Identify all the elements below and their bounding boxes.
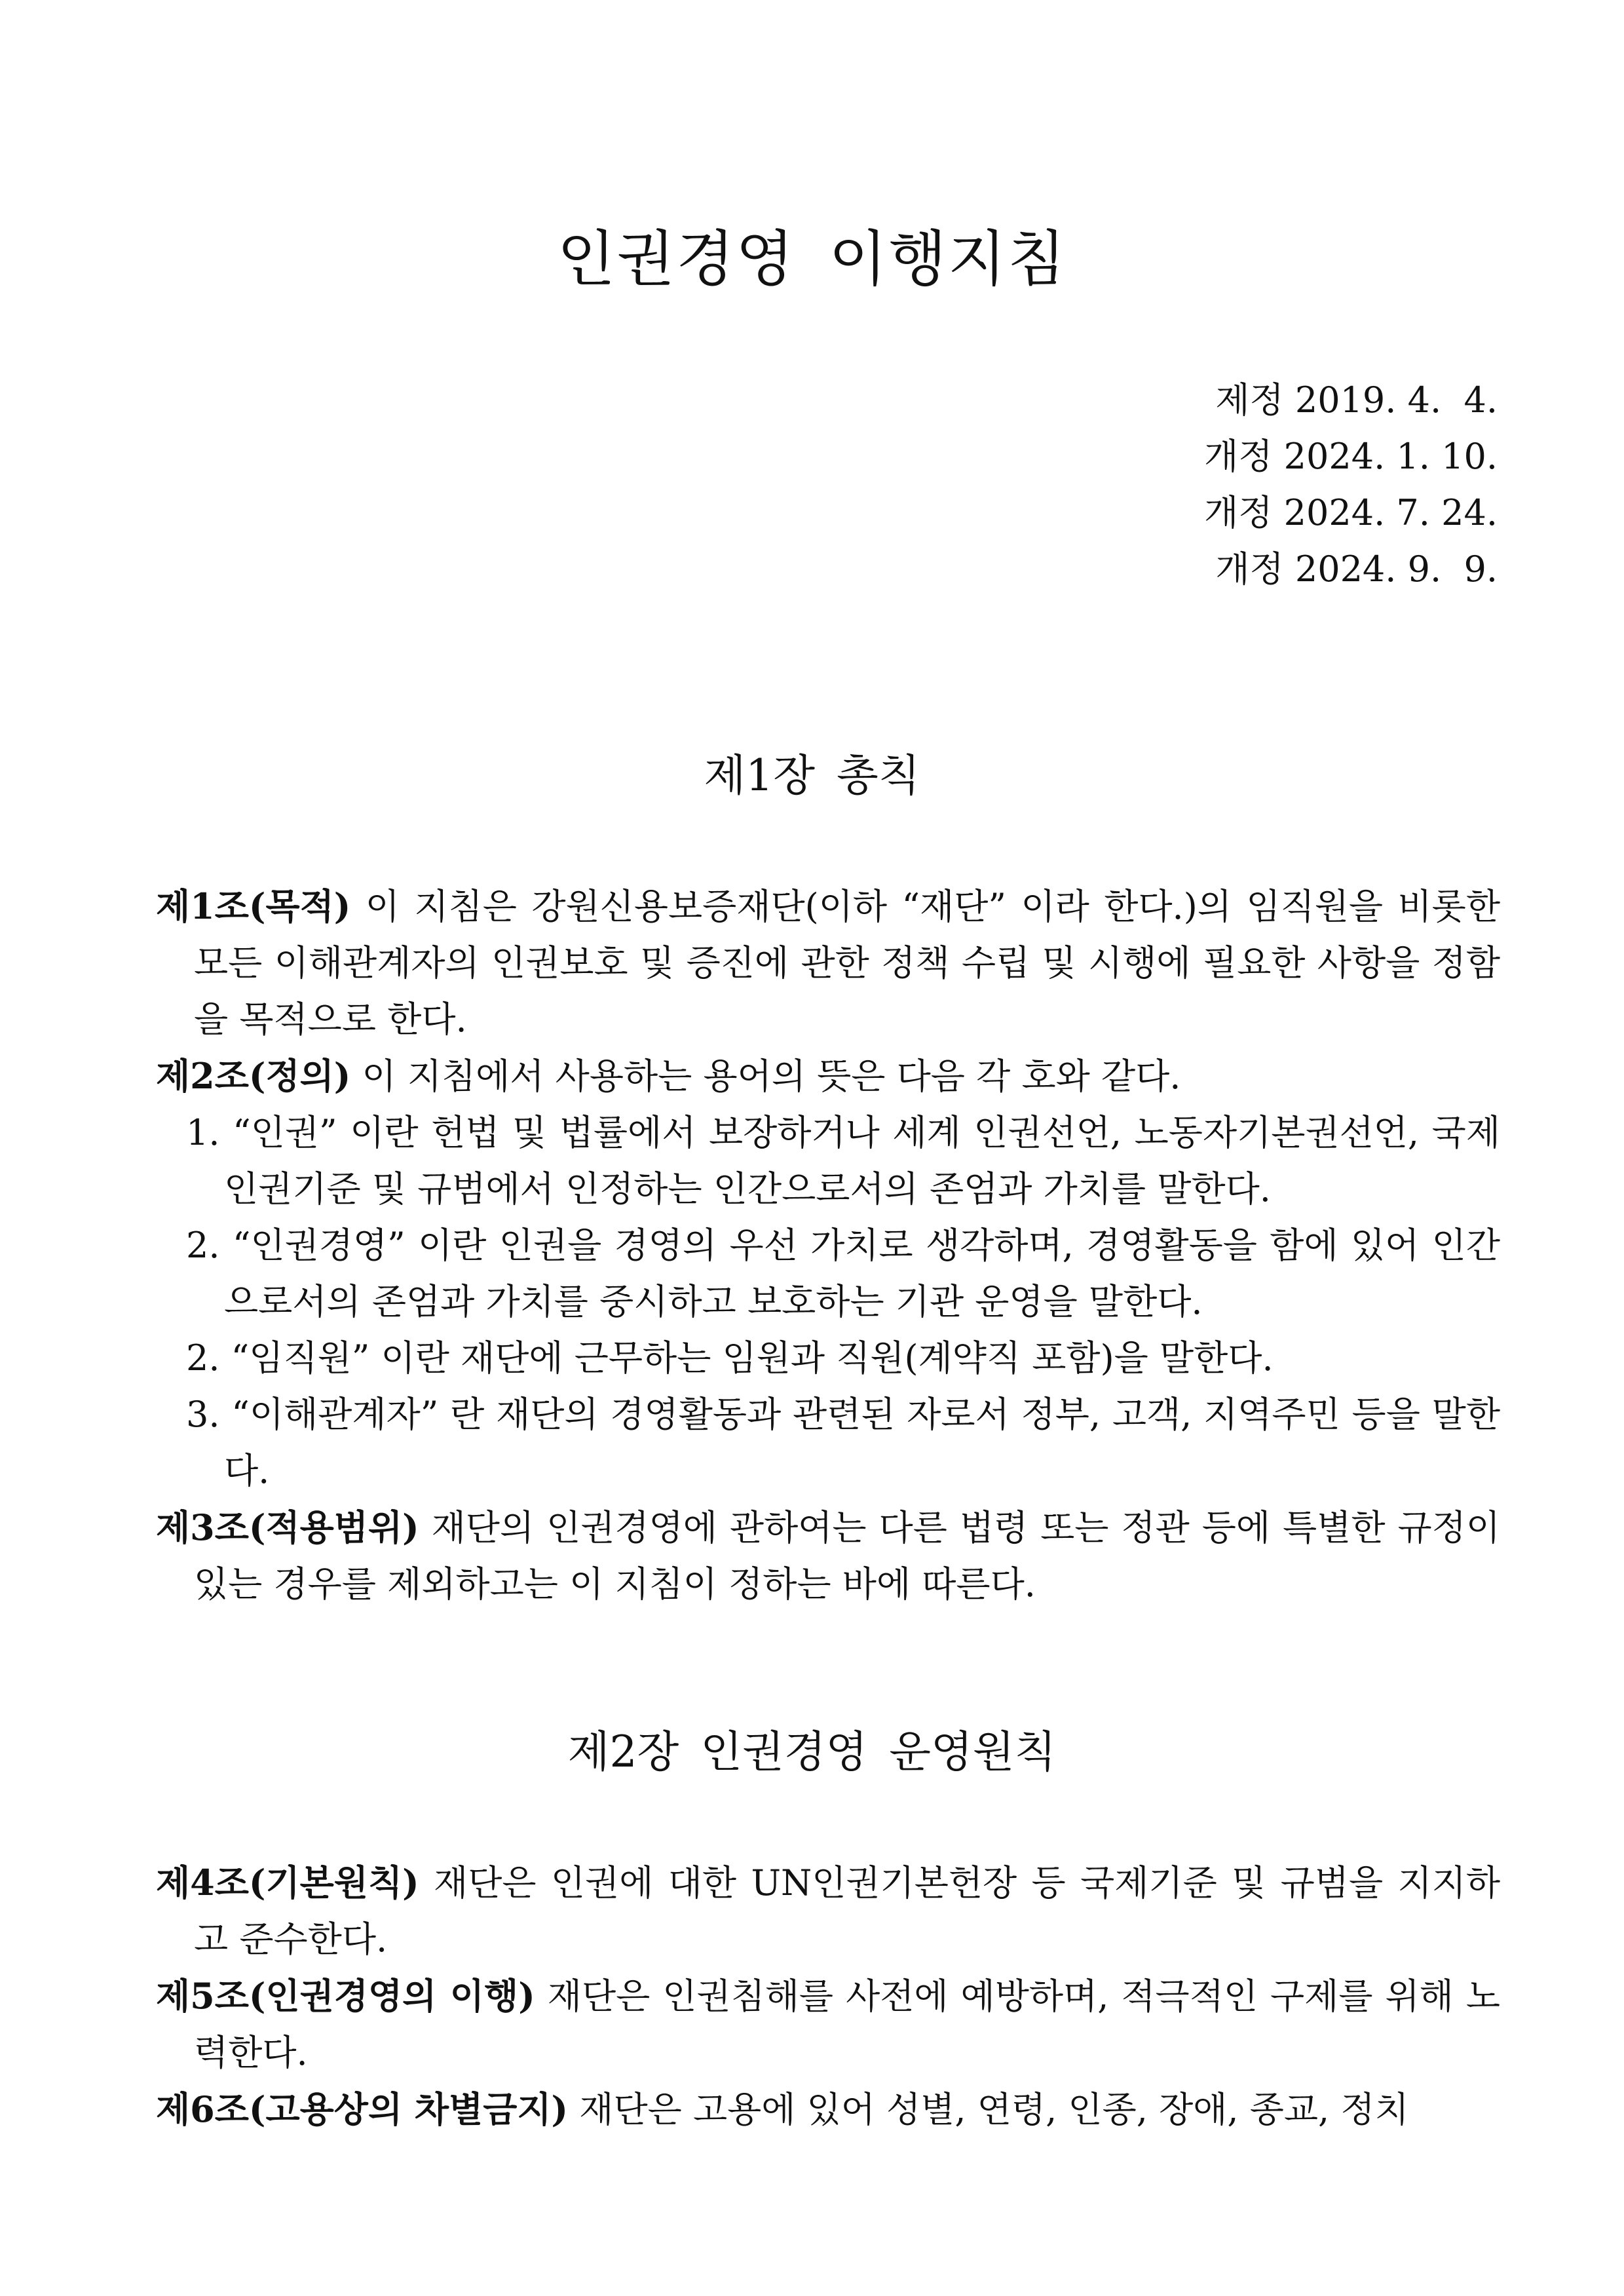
article-4 — [156, 1854, 1500, 1968]
article-6 — [156, 2081, 1500, 2138]
chapter-2-title: 제2장 인권경영 운영원칙 — [567, 1727, 1057, 1777]
chapter-2-body — [156, 1854, 1500, 2138]
definition-item: 2. “인권경영” 이란 인권을 경영의 우선 가치로 생각하며, 경영활동을 함에 있어 인간으로서의 존엄과 가치를 중시하고 보호하는 기관 운영을 말한다. — [186, 1225, 1500, 1322]
article-text: 이 지침은 강원신용보증재단(이하 “재단” 이라 한다.)의 임직원을 비롯한 모든 이해관계자의 인권보호 및 증진에 관한 정책 수립 및 시행에 필요한 사항을 정함을 목적으로 한다. — [194, 886, 1500, 1040]
article-heading: 제2조(정의) — [156, 1055, 351, 1097]
definition-item: 3. “이해관계자” 란 재단의 경영활동과 관련된 자로서 정부, 고객, 지역주민 등을 말한다. — [186, 1394, 1500, 1491]
revision-history — [1204, 372, 1498, 598]
revision-enacted: 제정 2019. 4. 4. — [1215, 379, 1498, 421]
article-text: 재단의 인권경영에 관하여는 다른 법령 또는 정관 등에 특별한 규정이 있는 경우를 제외하고는 이 지침이 정하는 바에 따른다. — [194, 1507, 1500, 1605]
article-text: 재단은 인권침해를 사전에 예방하며, 적극적인 구제를 위해 노력한다. — [194, 1976, 1500, 2073]
article-heading: 제1조(목적) — [156, 885, 351, 927]
revision-amended: 개정 2024. 1. 10. — [1204, 436, 1498, 477]
article-5 — [156, 1968, 1500, 2081]
definition-item: 1. “인권” 이란 헌법 및 법률에서 보장하거나 세계 인권선언, 노동자기본권선언, 국제인권기준 및 규범에서 인정하는 인간으로서의 존엄과 가치를 말한다. — [186, 1112, 1500, 1210]
revision-amended: 개정 2024. 7. 24. — [1204, 492, 1498, 533]
definition-item: 2. “임직원” 이란 재단에 근무하는 임원과 직원(계약직 포함)을 말한다. — [186, 1337, 1274, 1379]
revision-amended: 개정 2024. 9. 9. — [1215, 548, 1498, 590]
article-heading: 제4조(기본원칙) — [156, 1862, 419, 1904]
article-2 — [156, 1048, 1500, 1105]
article-heading: 제6조(고용상의 차별금지) — [156, 2088, 569, 2130]
article-text: 재단은 인권에 대한 UN인권기본헌장 등 국제기준 및 규범을 지지하고 준수한다. — [194, 1862, 1500, 1960]
article-text: 이 지침에서 사용하는 용어의 뜻은 다음 각 호와 같다. — [350, 1056, 1181, 1097]
article-1 — [156, 878, 1500, 1048]
chapter-1-body — [156, 878, 1500, 1613]
article-3 — [156, 1499, 1500, 1613]
article-heading: 제3조(적용범위) — [156, 1506, 419, 1548]
article-heading: 제5조(인권경영의 이행) — [156, 1975, 535, 2017]
chapter-1-title: 제1장 총칙 — [704, 750, 920, 801]
document-title: 인권경영 이행지침 — [557, 224, 1067, 294]
article-text: 재단은 고용에 있어 성별, 연령, 인종, 장애, 종교, 정치 — [568, 2089, 1409, 2130]
